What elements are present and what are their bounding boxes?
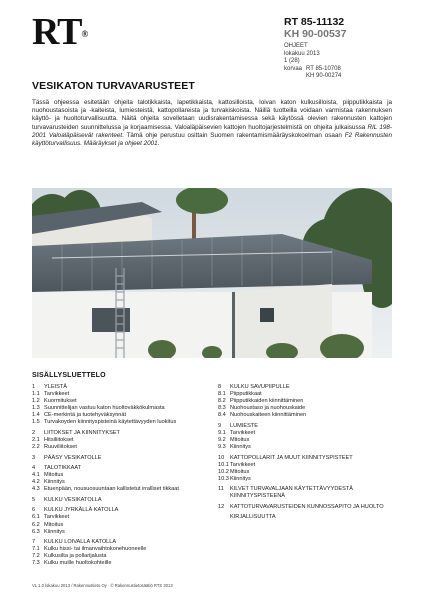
toc-section (218, 504, 398, 511)
toc-text: Etuenpään, nousuosuuntaan kallistetut irralliset tikkaat (44, 486, 179, 493)
toc-subsection (32, 412, 212, 419)
document-meta (284, 43, 341, 81)
toc-number: 8.1 (218, 391, 226, 398)
toc-text: Kulku muille huoltokohteille (44, 560, 112, 567)
toc-subsection (32, 398, 212, 405)
toc-number: 9.1 (218, 429, 226, 436)
toc-subsection (218, 398, 398, 405)
toc-section (32, 497, 212, 504)
rt-logo: RT® (32, 11, 88, 53)
toc-number: 1 (32, 384, 36, 390)
toc-left-column (32, 384, 212, 568)
toc-subsection (32, 405, 212, 412)
toc-text: Kiinnitys (230, 444, 251, 451)
toc-subsection (32, 472, 212, 479)
toc-text: KATTOTURVAVARUSTEIDEN KUNNOSSAPITO JA HUOLTO (230, 503, 384, 510)
toc-section (218, 423, 398, 430)
toc-subsection (32, 546, 212, 553)
toc-subsection (32, 529, 212, 536)
toc-subsection (218, 462, 398, 469)
toc-text: TALOTIKKAAT (44, 465, 82, 472)
toc-section (32, 507, 212, 514)
toc-subsection (218, 437, 398, 444)
toc-text: Suunnittelijan vastuu katon huoltoväkkökulmasta (44, 405, 165, 412)
toc-text: KILVET TURVAVALJAAN KÄYTETTÄVYYDESTÄ KIINNITYSPISTEENÄ (230, 486, 353, 500)
toc-subsection (218, 391, 398, 398)
toc-number: 1.4 (32, 412, 40, 419)
toc-subsection (32, 560, 212, 567)
kh-code: KH 90-00537 (284, 28, 347, 40)
page-count: 1 (28) (284, 58, 300, 65)
toc-text: Tarvikkeet (230, 429, 256, 436)
toc-text: Kiinnitys (44, 528, 65, 535)
toc-text: Piipputikkaat (230, 391, 262, 398)
toc-subsection (32, 514, 212, 521)
toc-title: SISÄLLYSLUETTELO (32, 372, 106, 379)
toc-text: Tarvikkeet (230, 461, 256, 468)
document-date: lokakuu 2013 (284, 50, 320, 57)
toc-subsection (32, 444, 212, 451)
toc-number: 8.2 (218, 398, 226, 405)
toc-section (218, 455, 398, 462)
toc-subsection (218, 444, 398, 451)
toc-subsection (218, 405, 398, 412)
replaces-row (284, 66, 341, 81)
toc-section (32, 384, 212, 391)
toc-number: 1.5 (32, 419, 40, 426)
toc-number: 10.3 (218, 475, 229, 482)
toc-subsection (32, 391, 212, 398)
toc-text: KULKU VESIKATOLLA (44, 496, 102, 503)
toc-text: Piipputikkaiden kiinnittäminen (230, 398, 304, 405)
toc-text: KULKU JYRKÄLLÄ KATOLLA (44, 507, 119, 514)
toc-number: 9.2 (218, 437, 226, 444)
toc-right-column (218, 384, 398, 522)
toc-number: 2.1 (32, 437, 40, 444)
toc-text: KULKU SAVUPIIPULLE (230, 384, 290, 390)
toc-text: Mitoitus (230, 468, 250, 475)
toc-text: Mitoitus (230, 437, 250, 444)
toc-text: Hitsiliitokset (44, 437, 74, 444)
toc-text: YLEISTÄ (44, 384, 68, 390)
toc-subsection (218, 430, 398, 437)
toc-text: Ruuviliitokset (44, 444, 77, 451)
toc-number (218, 514, 230, 521)
toc-text: KATTOPOLLARIT JA MUUT KIINNITYSPISTEET (230, 454, 353, 461)
toc-number: 4 (32, 465, 36, 472)
toc-text: Nuohoustaso ja nuohouskaide (230, 405, 306, 412)
toc-text: Kulku hissi- tai ilmanvaihtokonehuoneelle (44, 546, 147, 553)
toc-number: 6.1 (32, 514, 40, 521)
toc-subsection (32, 522, 212, 529)
document-codes (284, 16, 346, 40)
toc-number: 4.1 (32, 472, 40, 479)
reference-ril: RIL 198-2001 Valoaläpäisevät rakenteet (32, 123, 393, 139)
page-footer: VL 1.0 lokakuu 2013 / Rakennustieto Oy · © Rakennustietosäätiö RTS 2013 (32, 583, 173, 588)
toc-number: 1.3 (32, 405, 40, 412)
page-title: VESIKATON TURVAVARUSTEET (32, 80, 195, 92)
toc-number: 9.3 (218, 444, 226, 451)
toc-subsection (218, 412, 398, 419)
toc-text: Kulkusilta ja pollarijalusta (44, 553, 107, 560)
toc-section (218, 514, 398, 521)
toc-number: 11 (218, 486, 224, 493)
toc-number: 4.3 (32, 486, 40, 493)
toc-number: 12 (218, 503, 225, 510)
toc-section (218, 384, 398, 391)
toc-number: 7.1 (32, 546, 40, 553)
toc-subsection (32, 553, 212, 560)
toc-text: Mitoitus (44, 472, 64, 479)
replaced-code: RT 85-10708 (306, 65, 341, 72)
toc-text: LUMIESTE (230, 422, 258, 429)
house-roof-photo (32, 188, 392, 358)
toc-subsection (32, 479, 212, 486)
toc-text: Turvakoyden kiinnityspisteinä käytettävyyden luokitus (44, 419, 177, 426)
toc-subsection (218, 469, 398, 476)
toc-text: CE-merkintä ja tuotehyväksynnät (44, 412, 127, 419)
toc-text: Tarvikkeet (44, 391, 70, 398)
toc-subsection (32, 419, 212, 426)
toc-subsection (218, 476, 398, 483)
toc-number: 10 (218, 454, 225, 461)
toc-subsection (32, 486, 212, 493)
toc-section (32, 430, 212, 437)
toc-number: 6 (32, 507, 36, 514)
toc-number: 7.2 (32, 553, 40, 560)
toc-text: LIITOKSET JA KIINNITYKSET (44, 429, 120, 436)
rt-code: RT 85-11132 (284, 16, 345, 28)
toc-number: 4.2 (32, 479, 40, 486)
toc-number: 8 (218, 384, 222, 390)
replaces-label: korvaa (284, 65, 303, 72)
toc-text: Kiinnitys (230, 475, 251, 482)
toc-number: 2.2 (32, 444, 40, 451)
toc-text: Kiinnitys (44, 479, 65, 486)
toc-number: 10.1 (218, 461, 229, 468)
toc-text: Kuormitukset (44, 398, 77, 405)
toc-number: 8.3 (218, 405, 226, 412)
toc-number: 7.3 (32, 560, 40, 567)
toc-section (218, 486, 398, 500)
toc-text: Nuohouskaiteen kiinnittäminen (230, 412, 307, 419)
toc-number: 5 (32, 496, 36, 503)
toc-number: 6.3 (32, 528, 40, 535)
toc-text: KULKU LOIVALLA KATOLLA (44, 539, 117, 546)
toc-number: 6.2 (32, 521, 40, 528)
toc-number: 1.2 (32, 398, 40, 405)
replaced-code: KH 90-00274 (306, 73, 342, 80)
toc-text: Mitoitus (44, 521, 64, 528)
toc-number: 9 (218, 422, 222, 429)
toc-subsection (32, 437, 212, 444)
toc-number: 2 (32, 429, 36, 436)
toc-number: 10.2 (218, 468, 229, 475)
reference-f2: F2 Rakennusten käyttöturvallisuus. Määräykset ja ohjeet 2001 (32, 131, 392, 148)
toc-text: KIRJALLISUUTTA (230, 514, 276, 521)
toc-section (32, 455, 212, 462)
intro-paragraph: Tässä ohjeessa esitetään ohjeita talotikkaista, lapetikkaista, kattosilloista, loivan katon kulkusilloista, piipputikkaista ja nuohoustasoista ja -kaiteista, lumiesteistä, kattopollareista ja turvakiskoista. Näillä tuotteilla voidaan varmistaa rakennuksen käyttö- ja huoltoturvallisuutta. Näitä ohjeita sovelletaan uudisrakentamisessa sekä käytössä olevien rakennusten kattojen turvavarusteiden suunnittelussa ja korjaamisessa. Valoaläpäisevien kattojen huoltojarjestelmistä on ohjeita julkaisussa RIL 198-2001 Valoaläpäisevät rakenteet. Tämä ohje perustuu osittain Suomen rakentamismääräyskokoelman osaan F2 Rakennusten käyttöturvallisuus. Määräykset ja ohjeet 2001. (32, 99, 393, 148)
toc-number: 3 (32, 454, 36, 461)
document-type: OHJEET (284, 43, 308, 49)
toc-number: 1.1 (32, 391, 40, 398)
toc-text: Tarvikkeet (44, 514, 70, 521)
toc-section (32, 465, 212, 472)
toc-section (32, 539, 212, 546)
toc-number: 7 (32, 539, 36, 546)
toc-number: 8.4 (218, 412, 226, 419)
toc-text: PÄÄSY VESIKATOLLE (44, 454, 102, 461)
